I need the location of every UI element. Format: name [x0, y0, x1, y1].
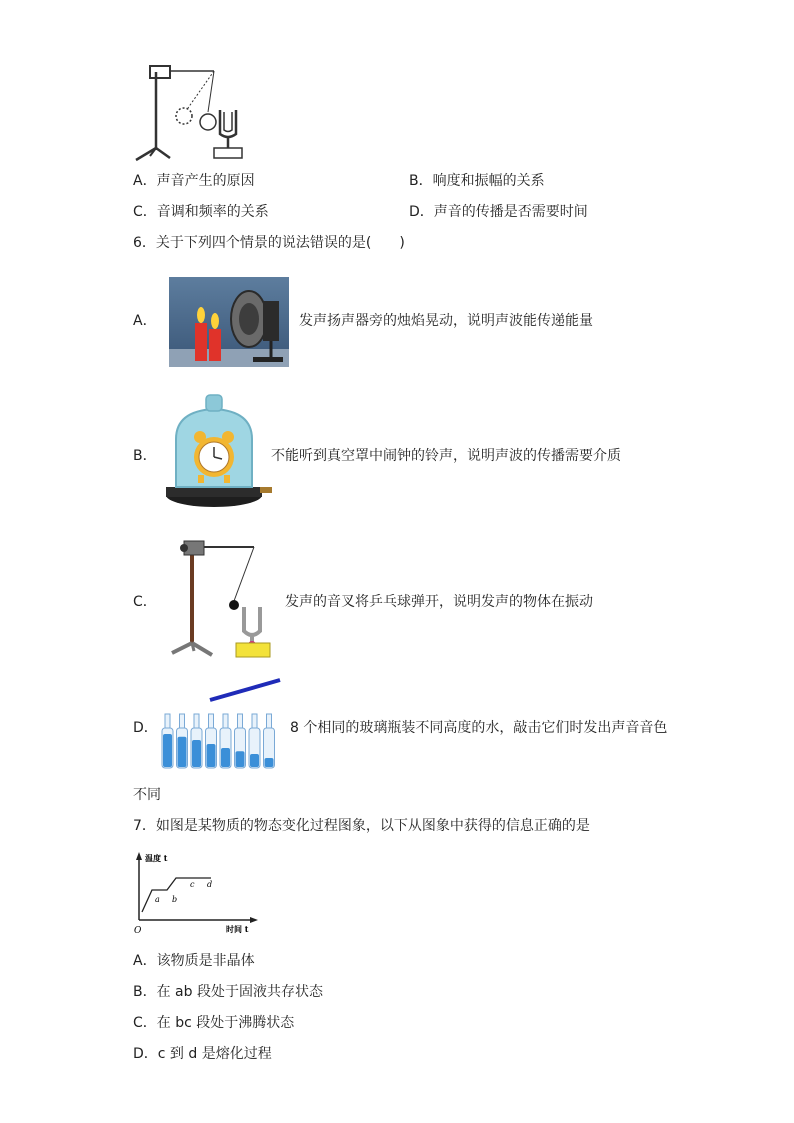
- q6-option-d-text: 8 个相同的玻璃瓶装不同高度的水，敲击它们时发出声音音色: [290, 720, 668, 736]
- option-letter: C．: [133, 1015, 157, 1031]
- q6-option-d-letter: D．: [133, 720, 158, 736]
- q6-option-a-text: 发声扬声器旁的烛焰晃动，说明声波能传递能量: [299, 313, 593, 329]
- q7-option-d: [133, 1045, 272, 1063]
- q5-option-c: [133, 203, 269, 221]
- option-letter: B．: [409, 173, 433, 189]
- graph-point-label: d: [207, 880, 213, 889]
- q6-option-c-letter: C．: [133, 594, 157, 610]
- q5-tuning-fork-figure: [128, 60, 248, 165]
- q7-option-b: [133, 983, 323, 1001]
- q6-bell-jar-clock-image: [162, 393, 274, 515]
- q6-option-b-text: 不能听到真空罩中闹钟的铃声，说明声波的传播需要介质: [271, 448, 621, 464]
- option-letter: A．: [133, 173, 157, 189]
- glass-bottle: [249, 714, 260, 768]
- option-text: 响度和振幅的关系: [432, 173, 545, 189]
- option-text: 在 bc 段处于沸腾状态: [156, 1015, 295, 1031]
- q6-glass-bottles-image: [158, 676, 284, 772]
- option-letter: A．: [133, 953, 157, 969]
- glass-bottle: [191, 714, 202, 768]
- option-text: 该物质是非晶体: [156, 953, 255, 969]
- q5-option-d: [409, 203, 588, 221]
- option-letter: B．: [133, 984, 157, 1000]
- graph-point-label: a: [155, 895, 160, 904]
- q5-option-a: [133, 172, 255, 190]
- q6-option-d-continuation: 不同: [133, 787, 161, 803]
- graph-y-axis-label: 温度 t: [145, 853, 168, 863]
- option-letter: D．: [133, 1046, 158, 1062]
- q7-option-c: [133, 1014, 294, 1032]
- option-letter: D．: [409, 204, 434, 220]
- q7-stem: 7．如图是某物质的物态变化过程图象，以下从图象中获得的信息正确的是: [133, 818, 590, 834]
- q6-stem: 6．关于下列四个情景的说法错误的是( ): [133, 235, 405, 251]
- glass-bottle: [264, 714, 275, 768]
- q7-option-a: [133, 952, 255, 970]
- q6-candle-speaker-image: [169, 277, 289, 367]
- water-bottles: [162, 714, 275, 768]
- q6-tuning-fork-pingpong-image: [166, 535, 282, 661]
- q7-temperature-time-graph: [130, 848, 265, 936]
- q6-option-a-letter: A．: [133, 313, 157, 329]
- glass-bottle: [220, 714, 231, 768]
- glass-bottle: [162, 714, 173, 768]
- q6-option-c-text: 发声的音叉将乒乓球弹开，说明发声的物体在振动: [285, 594, 593, 610]
- q6-option-b-letter: B．: [133, 448, 157, 464]
- option-text: 在 ab 段处于固液共存状态: [156, 984, 323, 1000]
- glass-bottle: [177, 714, 188, 768]
- option-text: 声音产生的原因: [156, 173, 255, 189]
- graph-origin-label: O: [134, 926, 142, 936]
- q5-option-b: [409, 172, 545, 190]
- option-text: 声音的传播是否需要时间: [433, 204, 588, 220]
- option-letter: C．: [133, 204, 157, 220]
- graph-x-axis-label: 时间 t: [226, 924, 249, 934]
- glass-bottle: [206, 714, 217, 768]
- graph-point-label: b: [172, 895, 178, 904]
- glass-bottle: [235, 714, 246, 768]
- graph-point-label: c: [190, 880, 195, 889]
- option-text: c 到 d 是熔化过程: [157, 1046, 272, 1062]
- option-text: 音调和频率的关系: [156, 204, 269, 220]
